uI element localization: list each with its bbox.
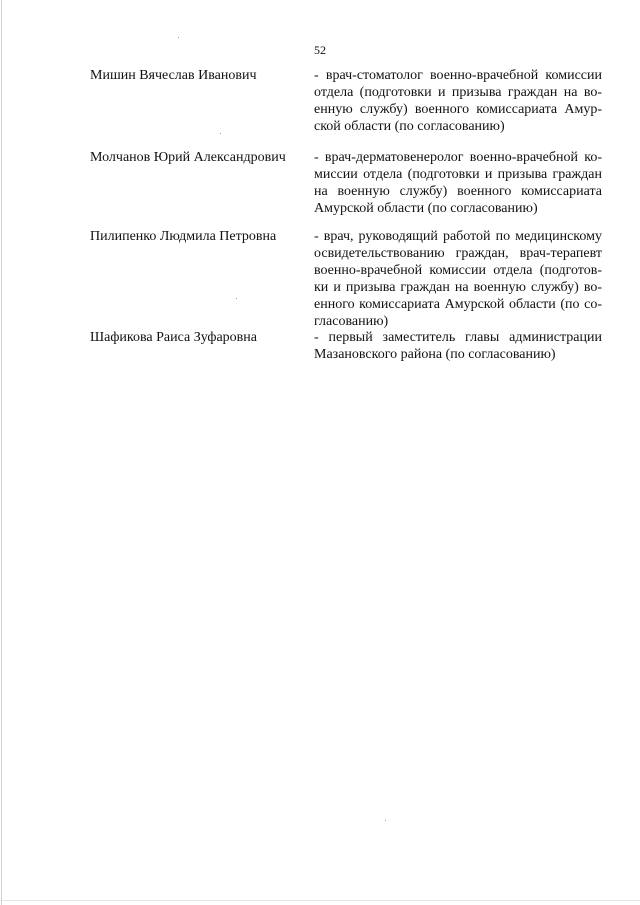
description-line: военно-врачебной комиссии отдела (подготов- xyxy=(314,263,602,278)
description-line: енного комиссариата Амурской области (по со- xyxy=(314,297,602,312)
description-line: - врач-дерматовенеролог военно-врачебной ко- xyxy=(314,150,602,165)
scan-speck xyxy=(178,37,179,38)
description-line: - врач, руководящий работой по медицинскому xyxy=(314,229,602,244)
scan-speck xyxy=(385,820,386,821)
description-line: - врач-стоматолог военно-врачебной комиссии xyxy=(314,68,602,83)
member-name: Пилипенко Людмила Петровна xyxy=(90,229,277,244)
member-description xyxy=(314,149,602,217)
scan-speck xyxy=(236,298,237,299)
description-line: гласованию) xyxy=(314,314,389,329)
description-line: - первый заместитель главы администрации xyxy=(314,330,602,345)
description-line: Мазановского района (по согласованию) xyxy=(314,347,556,362)
description-line: енную службу) военного комиссариата Амур- xyxy=(314,102,602,117)
scan-speck xyxy=(220,133,221,134)
member-name: Молчанов Юрий Александрович xyxy=(90,150,286,165)
description-line: Амурской области (по согласованию) xyxy=(314,201,538,216)
scan-bottom-edge xyxy=(0,900,640,901)
description-line: ки и призыва граждан на военную службу) во- xyxy=(314,280,602,295)
page-number: 52 xyxy=(314,43,326,57)
member-name: Мишин Вячеслав Иванович xyxy=(90,68,257,83)
member-description xyxy=(314,329,602,363)
description-line: отдела (подготовки и призыва граждан на во- xyxy=(314,85,602,100)
description-line: миссии отдела (подготовки и призыва граждан xyxy=(314,167,602,182)
member-description xyxy=(314,67,602,135)
member-name: Шафикова Раиса Зуфаровна xyxy=(90,330,257,345)
member-description xyxy=(314,228,602,330)
description-line: ской области (по согласованию) xyxy=(314,119,505,134)
scan-edge-line xyxy=(1,0,2,905)
description-line: освидетельствованию граждан, врач-терапевт xyxy=(314,246,602,261)
description-line: на военную службу) военного комиссариата xyxy=(314,184,602,199)
